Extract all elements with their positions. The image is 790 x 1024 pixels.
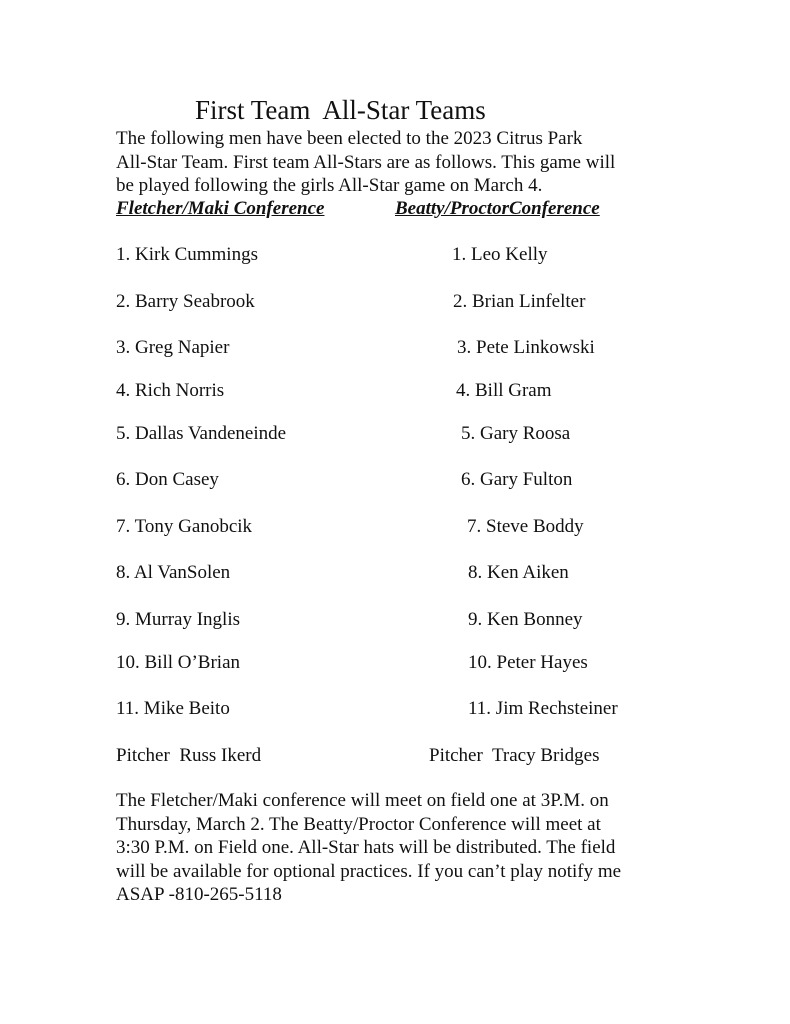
right-pitcher: Pitcher Tracy Bridges: [429, 745, 600, 766]
intro-line: The following men have been elected to the 2023 Citrus Park: [116, 128, 583, 149]
right-player: 3. Pete Linkowski: [457, 337, 595, 358]
intro-paragraph: [116, 127, 696, 198]
right-player: 7. Steve Boddy: [467, 516, 584, 537]
left-player: 8. Al VanSolen: [116, 562, 231, 583]
intro-line: be played following the girls All-Star game on March 4.: [116, 175, 543, 196]
right-player: 2. Brian Linfelter: [453, 291, 586, 312]
left-player: 3. Greg Napier: [116, 337, 230, 358]
intro-line: All-Star Team. First team All-Stars are as follows. This game will: [116, 151, 616, 173]
left-pitcher: Pitcher Russ Ikerd: [116, 745, 262, 766]
right-player: 4. Bill Gram: [456, 380, 552, 401]
closing-line: 3:30 P.M. on Field one. All-Star hats will be distributed. The field: [116, 837, 616, 858]
left-player: 6. Don Casey: [116, 469, 219, 490]
left-player: 7. Tony Ganobcik: [116, 516, 253, 537]
left-player: 9. Murray Inglis: [116, 609, 241, 630]
closing-line: ASAP -810-265-5118: [116, 884, 282, 905]
left-player: 4. Rich Norris: [116, 380, 225, 401]
closing-paragraph: [116, 789, 716, 907]
left-player: 10. Bill O’Brian: [116, 652, 241, 673]
right-player: 5. Gary Roosa: [461, 423, 571, 444]
right-player: 11. Jim Rechsteiner: [468, 698, 618, 719]
left-conference-heading: Fletcher/Maki Conference: [116, 198, 325, 219]
left-player: 2. Barry Seabrook: [116, 291, 255, 312]
left-player: 1. Kirk Cummings: [116, 244, 258, 265]
right-player: 9. Ken Bonney: [468, 609, 583, 630]
closing-line: will be available for optional practices. If you can’t play notify me: [116, 860, 622, 882]
right-player: 6. Gary Fulton: [461, 469, 573, 490]
closing-line: Thursday, March 2. The Beatty/Proctor Conference will meet at: [116, 813, 601, 835]
right-player: 1. Leo Kelly: [452, 244, 548, 265]
page-title: First Team All-Star Teams: [195, 95, 486, 125]
closing-line: The Fletcher/Maki conference will meet on field one at 3P.M. on: [116, 790, 609, 811]
right-player: 10. Peter Hayes: [468, 652, 588, 673]
left-player: 5. Dallas Vandeneinde: [116, 423, 287, 444]
right-conference-heading: Beatty/ProctorConference: [395, 198, 600, 219]
left-player: 11. Mike Beito: [116, 698, 230, 719]
right-player: 8. Ken Aiken: [468, 562, 569, 583]
